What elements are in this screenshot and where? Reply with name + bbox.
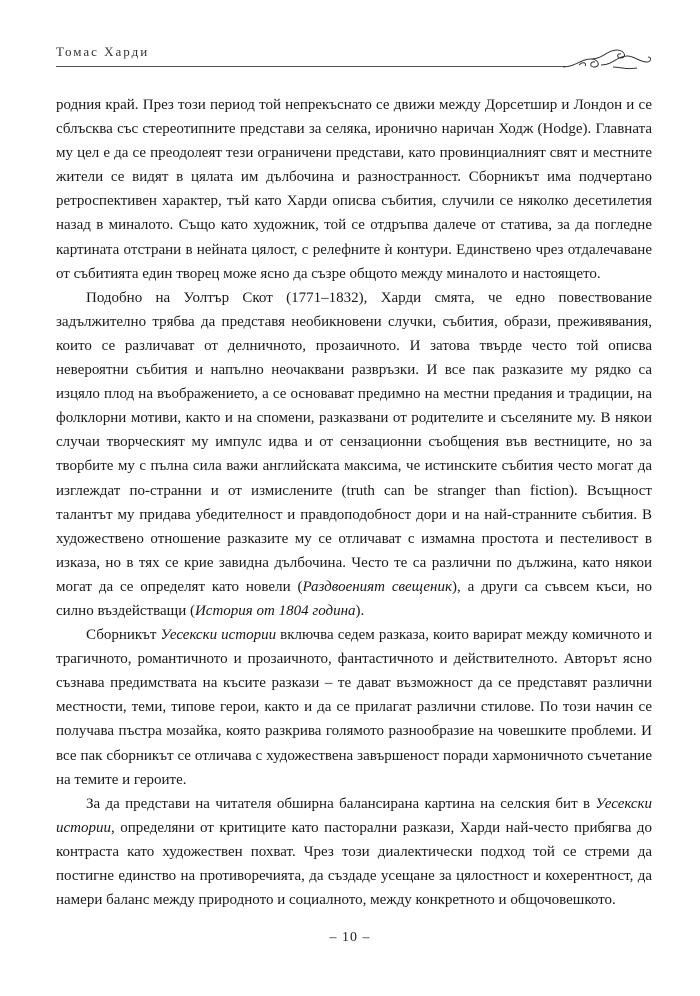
page-header bbox=[56, 44, 652, 74]
italic-title: История от 1804 година bbox=[194, 602, 356, 619]
italic-title: Уесекски истории bbox=[56, 795, 652, 836]
paragraph: родния край. През този период той непрекъснато се движи между Дорсетшир и Лондон и се сблъсква със стереотипните представи за селяка, иронично наричан Ходж (Hodge). Главната му цел е да се преодолеят тези ограничени представи, като провинциалният свят и местните жители се видят в цялата им дълбочина и разностранност. Сборникът има подчертано ретроспективен характер, тъй като Харди описва събития, случили се няколко десетилетия назад в миналото. Също като художник, той се отдръпва далече от статива, за да погледне картината отстрани в нейната цялост, с релефните ѝ контури. Единствено чрез отдалечаване от събитията един творец може ясно да съзре общото между миналото и настоящето. bbox=[56, 97, 652, 282]
flourish-ornament-icon bbox=[561, 46, 653, 74]
paragraph: Сборникът Уесекски истории включва седем разказа, които варират между комичното и трагичното, романтичното и прозаичното, фантастичното и действителното. Авторът ясно съзнава предимствата на късите разкази – те дават възможност да се представят различни местности, теми, типове герои, както и да се прилагат различни стилове. По този начин се получава пъстра мозайка, която разкрива голямото разнообразие на човешките проблеми. И все пак сборникът се отличава с художествена завършеност поради хармоничното съчетание на темите и героите. bbox=[56, 627, 653, 788]
body-text bbox=[56, 93, 652, 912]
page-number: – 10 – bbox=[329, 930, 371, 945]
italic-title: Раздвоеният свещеник bbox=[302, 578, 452, 595]
paragraph: Подобно на Уолтър Скот (1771–1832), Харди смята, че едно повествование задължително трябва да представя необикновени случки, събития, образи, преживявания, които се различават от делничното, прозаичното. И затова твърде често той описва невероятни събития и напълно неочаквани развръзки. И все пак разказите му рядко са изцяло плод на въображението, а се основават предимно на местни предания и традиции, на фолклорни мотиви, както и на спомени, разказвани от родителите и съселяните му. В някои случаи творческият му импулс идва и от сензационни съобщения във вестниците, но за творбите му с пълна сила важи английската максима, че истинските събития често могат да изглеждат по-странни и от измислените (truth can be stranger than fiction). Всъщност талантът му придава убедителност и правдоподобност дори и на най-странните събития. В художествено отношение разказите му се отличават с измамна простота и пестеливост в изказа, но в тях се крие завидна дълбочина. Често те са различни по дължина, като някои могат да се определят като новели (Раздвоеният свещеник), а други са съвсем къси, но силно въздействащи (История от 1804 година). bbox=[56, 289, 652, 619]
header-rule bbox=[56, 66, 566, 67]
running-head: Томас Харди bbox=[56, 44, 150, 59]
italic-title: Уесекски истории bbox=[160, 627, 277, 644]
paragraph: За да представи на читателя обширна балансирана картина на селския бит в Уесекски истории, определяни от критиците като пасторални разкази, Харди най-често прибягва до контраста като художествен похват. Чрез този диалектически подход той се стреми да постигне единство на противоречията, да създаде усещане за цялостност и кохерентност, да намери баланс между природното и социалното, между конкретното и общочовешкото. bbox=[56, 795, 652, 909]
